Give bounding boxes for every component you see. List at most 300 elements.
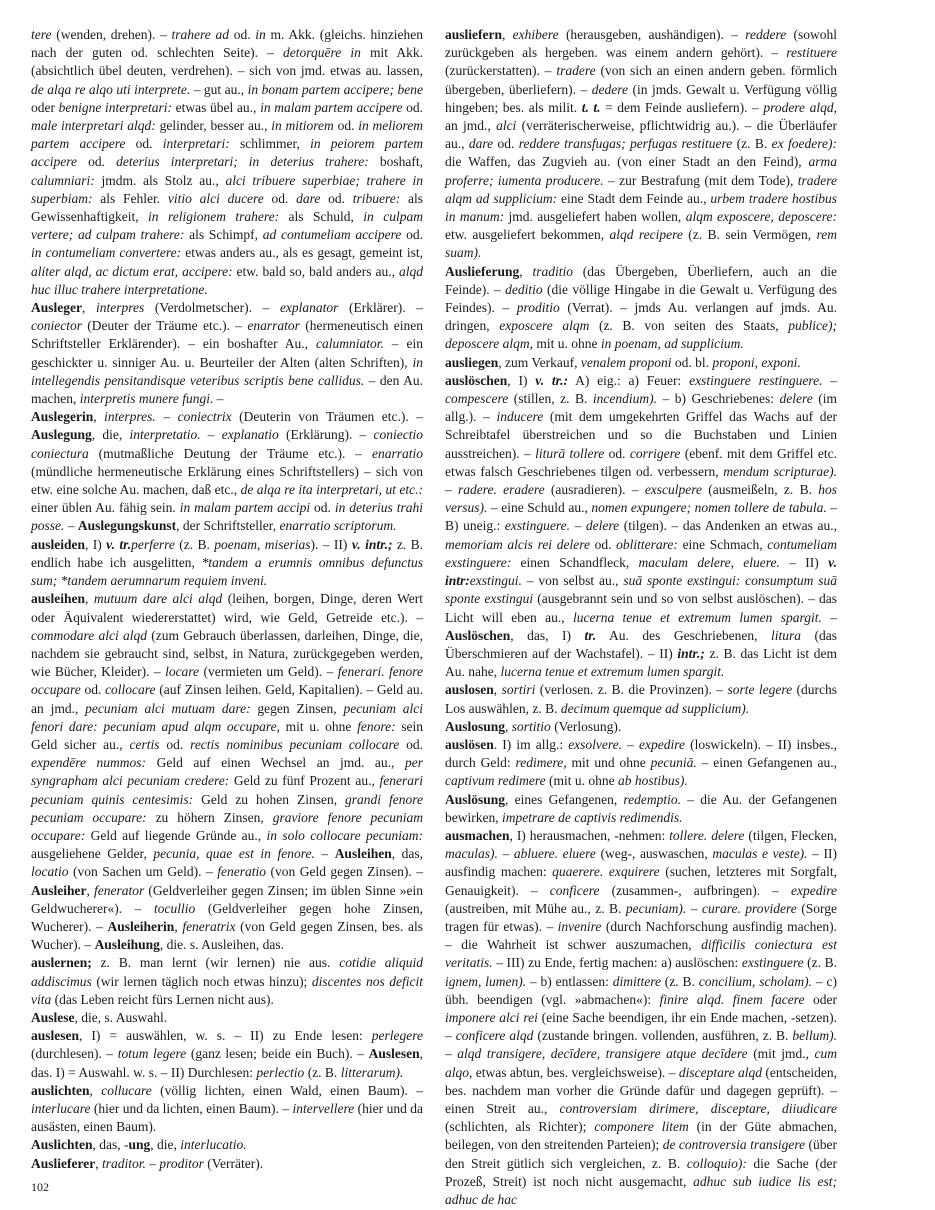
- entry-text: –: [445, 1046, 458, 1062]
- entry-text: , die,: [91, 427, 130, 443]
- entry-text: bellum).: [792, 1028, 837, 1044]
- entry-text: od.: [589, 536, 617, 552]
- entry-text: tocullio: [154, 900, 196, 916]
- entry-text: pecuniam).: [625, 900, 687, 916]
- entry-text: od.: [310, 500, 335, 516]
- headword: ung: [128, 1137, 151, 1153]
- entry-text: de alqa re ita interpretari, ut etc.:: [240, 482, 423, 498]
- dictionary-entry: [445, 681, 837, 717]
- entry-text: invenire: [557, 918, 602, 934]
- entry-text: conficere alqd: [455, 1028, 534, 1044]
- headword: ausleiden: [31, 536, 86, 552]
- entry-text: traditor.: [101, 1155, 146, 1171]
- entry-text: exsolvere.: [568, 736, 623, 752]
- entry-text: –: [64, 518, 78, 534]
- entry-text: alqd huc illuc trahere interpretatione.: [31, 263, 423, 297]
- entry-text: calumniari:: [31, 172, 95, 188]
- entry-text: ausgeliehene Gelder,: [31, 846, 154, 862]
- entry-text: explanatio: [221, 427, 279, 443]
- entry-text: einer üblen Au. fähig sein.: [31, 500, 180, 516]
- entry-text: – II) ausfindig machen:: [445, 846, 837, 880]
- headword: ausliegen: [445, 354, 499, 370]
- entry-text: (z. B.: [174, 536, 215, 552]
- entry-text: (Verrat). – jmds Au. verlangen auf jmds. Au. dringen,: [445, 300, 837, 334]
- entry-text: – die Au. der Gefangenen bewirken,: [445, 791, 837, 825]
- entry-text: (suchen, letzteres mit Sorgfalt, Genauigkeit). –: [445, 864, 837, 898]
- entry-text: captivum redimere: [445, 773, 546, 789]
- entry-text: de controversia transigere: [662, 1137, 806, 1153]
- entry-text: in: [255, 27, 266, 42]
- entry-text: tribuere:: [352, 190, 401, 206]
- entry-text: (verräterischerweise, pflichtwidrig au.). – die Überläufer au.,: [445, 118, 837, 152]
- entry-text: certis: [129, 736, 160, 752]
- entry-text: exhibere: [512, 27, 559, 42]
- entry-text: , der Schriftsteller,: [176, 518, 280, 534]
- headword: Auslosung: [445, 718, 506, 734]
- entry-text: calumniator.: [315, 336, 384, 352]
- entry-text: (durch Nachforschung ausfindig machen). – die Wahrheit ist schwer auszumachen,: [445, 918, 837, 953]
- entry-text: oder: [804, 991, 837, 1007]
- entry-text: z. B. endlich habe ich ausgelitten,: [31, 536, 423, 570]
- entry-text: (das Leben reicht fürs Lernen nicht aus).: [51, 991, 274, 1007]
- entry-text: impetrare de captivis redimendis.: [501, 809, 683, 825]
- entry-text: od.: [493, 136, 519, 152]
- entry-text: – ein geschickter u. sinniger Au. u. Beurteiler der Alten (alten Schriften),: [31, 336, 423, 370]
- entry-text: fenore:: [357, 718, 396, 734]
- entry-text: fenerari pecuniam quinis centesimis:: [31, 773, 423, 807]
- entry-text: litterarum).: [340, 1064, 404, 1080]
- entry-text: od.: [159, 736, 191, 752]
- entry-text: venalem proponi: [580, 354, 672, 370]
- entry-text: componere litem: [594, 1119, 689, 1135]
- headword: auslösen: [445, 736, 494, 752]
- entry-text: in contumeliam convertere:: [31, 245, 182, 261]
- entry-text: intr.;: [677, 645, 705, 661]
- entry-text: in malam partem accipi: [179, 500, 311, 516]
- entry-text: ,: [86, 882, 95, 898]
- entry-text: inducere: [496, 409, 544, 425]
- entry-text: adhuc sub iudice lis est; adhuc de hac: [445, 1173, 837, 1207]
- entry-text: traditio: [532, 263, 573, 279]
- entry-text: –: [155, 409, 178, 425]
- entry-text: proponi, exponi.: [712, 354, 801, 370]
- headword: auslernen;: [31, 955, 92, 971]
- entry-text: proditor: [159, 1155, 204, 1171]
- entry-text: restituere: [786, 45, 837, 61]
- entry-text: (stillen, z. B.: [508, 391, 593, 407]
- entry-text: delere: [779, 391, 813, 407]
- entry-text: mendum scripturae).: [723, 463, 837, 479]
- headword: auslichten: [31, 1082, 90, 1098]
- entry-text: Au. des Geschriebenen,: [596, 627, 771, 643]
- entry-text: –: [200, 427, 222, 443]
- dictionary-entry: [445, 718, 837, 736]
- entry-text: maculam delere, eluere.: [638, 554, 780, 570]
- entry-text: , I): [507, 372, 536, 388]
- headword: Auslese: [31, 1009, 75, 1025]
- entry-text: in meliorem partem accipere: [31, 118, 424, 152]
- headword: ausliefern: [445, 27, 502, 42]
- entry-text: (ganz lesen; beide ein Buch). –: [186, 1046, 369, 1062]
- entry-text: (ausmeißeln, z. B.: [702, 482, 819, 498]
- entry-text: . I) im allg.:: [493, 736, 569, 752]
- entry-text: detorquēre in: [283, 45, 361, 61]
- headword: Auslieferer: [31, 1155, 96, 1171]
- entry-text: lucerna tenue et extremum lumen spargit.: [500, 664, 725, 680]
- entry-text: (im allg.). –: [445, 391, 838, 425]
- entry-text: (ausgebrannt sein und so von selbst auslöschen). – das Licht will eben au.,: [445, 591, 837, 625]
- entry-text: fenerator: [94, 882, 145, 898]
- entry-text: eine Schmach,: [677, 536, 768, 552]
- headword: Ausleiher: [31, 882, 87, 898]
- entry-text: gegen Zinsen,: [250, 700, 344, 716]
- entry-text: Geld auf liegende Gründe au.,: [85, 827, 267, 843]
- entry-text: finire alqd. finem facere: [659, 991, 805, 1007]
- entry-text: als Schimpf,: [184, 227, 263, 243]
- entry-text: , das. I) = Auswahl. w. s. – II) Durchlesen:: [31, 1046, 423, 1080]
- entry-text: arma proferre; iumenta producere.: [445, 154, 837, 188]
- entry-text: interpretatio.: [129, 427, 201, 443]
- entry-text: coniectio coniectura: [31, 427, 423, 461]
- entry-text: benigne interpretari:: [58, 99, 173, 115]
- entry-text: prodere alqd,: [763, 99, 837, 115]
- entry-text: einen Schandfleck,: [511, 554, 639, 570]
- entry-text: etwas anders au., als es gesagt, gemeint ist,: [181, 245, 423, 261]
- headword: auslosen: [445, 682, 494, 698]
- headword: ausleihen: [31, 591, 86, 607]
- entry-text: ,: [174, 918, 183, 934]
- right-column: [445, 26, 837, 1209]
- entry-text: in bonam partem accipere; bene: [247, 81, 423, 97]
- entry-text: perlegere: [371, 1028, 423, 1044]
- entry-text: gelinder, besser au.,: [155, 118, 272, 134]
- entry-text: –: [497, 846, 514, 862]
- entry-text: mit u. ohne: [532, 336, 601, 352]
- entry-text: (das Überschmieren auf der Wachstafel). – II): [445, 627, 837, 661]
- entry-text: (hier und da ausästen, einen Baum).: [31, 1100, 423, 1135]
- dictionary-entry: [445, 791, 837, 827]
- entry-text: A) eig.: a) Feuer:: [568, 372, 690, 388]
- entry-text: alqm exposcere, deposcere:: [685, 209, 837, 225]
- entry-text: maculas).: [445, 846, 498, 862]
- entry-text: in religionem trahere:: [148, 209, 280, 225]
- entry-text: (z. B. von seiten des Staats,: [589, 318, 789, 334]
- entry-text: od.: [401, 227, 423, 243]
- entry-text: coniectrix: [177, 409, 232, 425]
- headword: Auslegungskunst: [77, 518, 177, 534]
- dictionary-entry: [31, 536, 423, 591]
- entry-text: –: [213, 391, 224, 407]
- entry-text: hos versus).: [445, 482, 837, 516]
- entry-text: (z. B.: [660, 973, 699, 989]
- entry-text: reddere: [745, 27, 787, 42]
- entry-text: in peiorem partem accipere: [31, 136, 424, 170]
- entry-text: , zum Verkauf,: [498, 354, 581, 370]
- page-number: 102: [31, 1180, 49, 1194]
- entry-text: male interpretari alqd:: [31, 118, 156, 134]
- entry-text: eine Stadt dem Feinde au.,: [557, 190, 711, 206]
- entry-text: alqd recipere: [609, 227, 683, 243]
- entry-text: , I): [85, 536, 107, 552]
- dictionary-entry: [31, 1082, 423, 1137]
- entry-text: suā sponte exstingui: consumptum suā sponte exstingui: [445, 573, 837, 607]
- entry-text: aliter alqd, ac dictum erat, accipere:: [31, 263, 233, 279]
- entry-text: –: [822, 372, 838, 388]
- entry-text: locare: [165, 664, 200, 680]
- entry-text: colloquio):: [686, 1155, 747, 1171]
- entry-text: (weg-, auswaschen,: [595, 846, 713, 862]
- entry-text: rectis nominibus pecuniam collocare: [190, 736, 400, 752]
- entry-text: alci: [496, 118, 517, 134]
- entry-text: perferre: [131, 536, 175, 552]
- entry-text: od.: [604, 445, 630, 461]
- entry-text: (austreiben, mit Mühe au., z. B.: [445, 900, 626, 916]
- entry-text: , eines Gefangenen,: [505, 791, 624, 807]
- entry-text: cum alqo,: [445, 1046, 838, 1080]
- entry-text: –: [569, 518, 586, 534]
- entry-text: corrigere: [629, 445, 681, 461]
- entry-text: (von Geld gegen Zinsen, bes. als Wucher). –: [31, 918, 423, 953]
- entry-text: – von selbst au.,: [521, 573, 624, 589]
- entry-text: discentes nos deficit vita: [31, 973, 423, 1007]
- entry-text: (Deuterin von Träumen etc.). –: [231, 409, 424, 425]
- entry-text: concilium, scholam).: [698, 973, 813, 989]
- entry-text: od. bl.: [671, 354, 713, 370]
- entry-text: (zusammen-, aufbringen). –: [599, 882, 792, 898]
- entry-text: explanator: [279, 300, 339, 316]
- entry-text: (ebenf. mit dem Griffel etc. etwas falsch Geschriebenes tilgen od. verbessern,: [445, 445, 837, 479]
- entry-text: incendium).: [592, 391, 657, 407]
- entry-text: tradere alqm ad supplicium:: [445, 172, 837, 206]
- entry-text: z. B. das Licht ist dem Au. nahe,: [445, 645, 837, 680]
- entry-text: , die. s. Ausleihen, das.: [159, 937, 284, 953]
- entry-text: t. t.: [581, 99, 601, 115]
- entry-text: in poenam, ad supplicium.: [600, 336, 744, 352]
- entry-text: (mündliche hermeneutische Erklärung eines Schriftstellers) – sich von etw. eine solche Au. machen, daß etc.,: [31, 463, 423, 498]
- entry-text: in malam partem accipere: [260, 99, 403, 115]
- entry-text: enarratio: [371, 445, 423, 461]
- entry-text: – zur Bestrafung (mit dem Tode),: [603, 172, 798, 188]
- entry-text: publice); deposcere alqm,: [445, 318, 837, 352]
- entry-text: collucare: [101, 1082, 152, 1098]
- entry-text: graviore fenore pecuniam occupare:: [31, 809, 423, 843]
- entry-text: *tandem a erumnis omnibus defunctus sum; *tandem aerumnarum requiem inveni.: [31, 554, 423, 589]
- headword: auslesen: [31, 1028, 80, 1044]
- entry-text: lucerna tenue et extremum lumen spargit.: [572, 609, 822, 625]
- entry-text: – II): [779, 554, 829, 570]
- entry-text: (tilgen). – das Andenken an etwas au.,: [619, 518, 837, 534]
- entry-text: (Deuter der Träume etc.). –: [81, 318, 248, 334]
- entry-text: (zum Gebrauch überlassen, darleihen, Dinge, die, nachdem sie gebraucht sind, selbst, in Natura, zurückgegeben werden, wie Bücher, Kleider). –: [31, 627, 423, 680]
- entry-text: vitio alci ducere: [167, 190, 264, 206]
- entry-text: tradere: [556, 63, 596, 79]
- entry-text: (von sich an einen andern geben. förmlich übergeben, überliefern). –: [445, 63, 837, 97]
- entry-text: od.: [320, 190, 353, 206]
- entry-text: perlectio: [256, 1064, 305, 1080]
- entry-text: ,: [89, 1082, 102, 1098]
- entry-text: z. B. man lernt (wir lernen) nie aus.: [91, 955, 340, 971]
- entry-text: (Verlosung).: [550, 718, 622, 734]
- entry-text: cotidie aliquid addiscimus: [31, 955, 423, 989]
- entry-text: od.: [333, 118, 359, 134]
- entry-text: –: [686, 900, 702, 916]
- entry-text: coniector: [31, 318, 82, 334]
- entry-text: – einen Gefangenen au.,: [696, 755, 837, 771]
- entry-text: (durchs Los auswählen, z. B.: [445, 682, 838, 716]
- entry-text: interpretari:: [162, 136, 230, 152]
- entry-text: pecuniā.: [650, 755, 697, 771]
- entry-text: redemptio.: [623, 791, 682, 807]
- entry-text: (durchlesen). –: [31, 1046, 118, 1062]
- headword: Ausleiherin: [107, 918, 175, 934]
- entry-text: (von Sachen um Geld). –: [68, 864, 218, 880]
- entry-text: liturā tollere: [535, 445, 605, 461]
- entry-text: sein Geld sicher au.,: [31, 718, 424, 752]
- entry-text: an jmd.,: [445, 118, 497, 134]
- entry-text: – b) entlassen:: [526, 973, 613, 989]
- headword: Auslieferung: [445, 263, 520, 279]
- entry-text: enarrator: [247, 318, 300, 334]
- entry-text: per syngrapham alci pecuniam credere:: [31, 755, 423, 789]
- entry-text: exposcere alqm: [499, 318, 590, 334]
- entry-text: ad contumeliam accipere: [262, 227, 402, 243]
- entry-text: –: [145, 1155, 160, 1171]
- entry-text: alqd transigere, decīdere, transigere atque decīdere: [457, 1046, 748, 1062]
- entry-text: (in der Güte abmachen, beilegen, von den streitenden Parteien);: [445, 1119, 837, 1153]
- entry-text: trahere ad: [171, 27, 229, 42]
- headword: Ausleihung: [94, 937, 160, 953]
- entry-text: (wenden, drehen). –: [51, 27, 172, 42]
- entry-text: (z. B.: [803, 955, 837, 971]
- entry-text: (z. B.: [304, 1064, 341, 1080]
- dictionary-entry: [31, 1136, 423, 1154]
- entry-text: dedere: [591, 81, 628, 97]
- entry-text: – B) uneig.:: [445, 500, 838, 534]
- entry-text: in deterius trahi posse.: [31, 500, 424, 534]
- entry-text: interpres.: [104, 409, 156, 425]
- entry-text: radere. eradere: [458, 482, 545, 498]
- entry-text: v. tr.:: [535, 372, 569, 388]
- entry-text: compescere: [445, 391, 509, 407]
- entry-text: , I) herausmachen, -nehmen:: [509, 827, 670, 843]
- entry-text: (leihen, borgen, Dinge, deren Wert oder Äquivalent wiedererstattet) wird, wie Geld, Getreide etc.). –: [31, 591, 424, 625]
- dictionary-entry: [31, 590, 423, 954]
- entry-text: die Waffen, das Zugvieh au. (von einer Stadt an den Feind),: [445, 154, 809, 170]
- entry-text: (z. B. sein Vermögen,: [682, 227, 817, 243]
- entry-text: (herausgeben, aushändigen). –: [558, 27, 746, 42]
- entry-text: m. Akk. (gleichs. hinziehen nach der guten od. schlechten Seite). –: [31, 27, 423, 61]
- entry-text: jmdm. als Stolz au.,: [94, 172, 226, 188]
- entry-text: contumeliam exstinguere:: [445, 536, 837, 570]
- entry-text: = dem Feinde ausliefern). –: [600, 99, 764, 115]
- entry-text: memoriam alcis rei delere: [445, 536, 590, 552]
- entry-text: – den Au. machen,: [31, 372, 423, 407]
- entry-text: (entscheiden, bes. nachdem man vorher die Gründe dafür und dagegen geprüft). – einen Streit au.,: [445, 1064, 838, 1116]
- entry-text: oder: [31, 99, 59, 115]
- entry-text: (mit u. ohne: [545, 773, 618, 789]
- entry-text: enarratio scriptorum.: [279, 518, 397, 534]
- entry-text: – c) übh. beendigen (vgl. »abmachen«):: [445, 973, 837, 1007]
- entry-text: (hier und da lichten, einen Baum). –: [90, 1100, 293, 1116]
- entry-text: – eine Schuld au.,: [487, 500, 592, 516]
- entry-text: (Geldverleiher gegen Zinsen; im üblen Sinne »ein Geldwucherer«). –: [31, 882, 424, 916]
- entry-text: – III) zu Ende, fertig machen: a) auslöschen:: [492, 955, 742, 971]
- entry-text: pecuniam alci mutuam dare:: [85, 700, 251, 716]
- headword: Auslichten: [31, 1137, 93, 1153]
- entry-text: (sowohl zurückgeben als hergeben. was einem andern gehört). –: [445, 27, 838, 61]
- entry-text: locatio: [31, 864, 69, 880]
- entry-text: od.: [402, 99, 424, 115]
- entry-text: mit und ohne: [566, 755, 651, 771]
- entry-text: urbem tradere hostibus in manum:: [445, 190, 838, 225]
- entry-text: ,: [505, 718, 512, 734]
- entry-text: tollere. delere: [669, 827, 745, 843]
- entry-text: feneratio: [217, 864, 266, 880]
- entry-text: v. intr.;: [351, 536, 393, 552]
- entry-text: od.: [125, 136, 163, 152]
- entry-text: (auf Zinsen leihen. Geld, Kapitalien). – Geld au. an jmd.,: [31, 682, 423, 716]
- dictionary-entry: [31, 408, 423, 535]
- entry-text: (das Übergeben, Überliefern, auch an die Feinde). –: [445, 263, 838, 297]
- entry-text: (zustande bringen. vollenden, ausführen, z. B.: [533, 1028, 793, 1044]
- entry-text: v. tr.: [106, 536, 132, 552]
- entry-text: imponere alci rei: [445, 1009, 538, 1025]
- entry-text: (Verdolmetscher). –: [144, 300, 280, 316]
- entry-text: mutuum dare alci alqd: [93, 591, 223, 607]
- headword: Ausleger: [31, 300, 82, 316]
- entry-text: Geld zu fünf Prozent au.,: [229, 773, 380, 789]
- entry-text: in culpam vertere; ad culpam trahere:: [31, 209, 423, 243]
- dictionary-entry: [445, 827, 837, 1209]
- entry-text: als Fehler.: [92, 190, 168, 206]
- entry-text: sortitio: [511, 718, 551, 734]
- entry-text: in solo collocare pecuniam:: [266, 827, 424, 843]
- entry-text: maculas e veste).: [712, 846, 808, 862]
- entry-text: (Sorge tragen für etwas). –: [445, 900, 837, 934]
- entry-text: mit Akk. (absichtlich übel deuten, verdrehen). – sich von jmd. etwas au. lassen,: [31, 45, 423, 79]
- entry-text: (die völlige Hingabe in die Gewalt u. Verfügung des Feindes). –: [445, 281, 837, 316]
- entry-text: exstinguere restinguere.: [689, 372, 823, 388]
- entry-text: interlucare: [31, 1100, 91, 1116]
- entry-text: disceptare alqd: [678, 1064, 763, 1080]
- entry-text: schlimmer,: [229, 136, 311, 152]
- entry-text: feneratrix: [182, 918, 236, 934]
- entry-text: – b) Geschriebenes:: [657, 391, 780, 407]
- dictionary-entry: [445, 372, 837, 681]
- entry-text: (zurückerstatten). –: [445, 63, 557, 79]
- entry-text: (eine Sache beendigen, ihr ein Ende machen, -setzen). –: [445, 1009, 837, 1044]
- entry-text: boshaft,: [368, 154, 423, 170]
- entry-text: (wir lernen täglich noch etwas hinzu);: [91, 973, 312, 989]
- entry-text: oblitterare:: [616, 536, 678, 552]
- entry-text: interpretis munere fungi.: [79, 391, 214, 407]
- entry-text: –: [314, 846, 335, 862]
- entry-text: dimittere: [612, 973, 661, 989]
- entry-text: ,: [85, 591, 94, 607]
- entry-text: abluere. eluere: [513, 846, 596, 862]
- dictionary-entry: [31, 954, 423, 1009]
- entry-text: poenam, miserias: [214, 536, 311, 552]
- entry-text: – gut au.,: [190, 81, 248, 97]
- entry-text: (über den Streit gütlich sich vergleichen, z. B.: [445, 1137, 837, 1171]
- entry-text: , die,: [150, 1137, 181, 1153]
- entry-text: reddere transfugas; perfugas restituere: [518, 136, 733, 152]
- dictionary-entry: [31, 26, 423, 299]
- entry-text: litura: [770, 627, 801, 643]
- entry-text: , das, -: [92, 1137, 129, 1153]
- entry-text: in intellegendis pensitandisque veteribus scriptis bene callidus.: [31, 354, 423, 388]
- entry-text: (mit dem umgekehrten Griffel das Wachs auf der Schreibtafel überstreichen und so die Buchstaben und Linien ausstreichen). –: [445, 409, 837, 461]
